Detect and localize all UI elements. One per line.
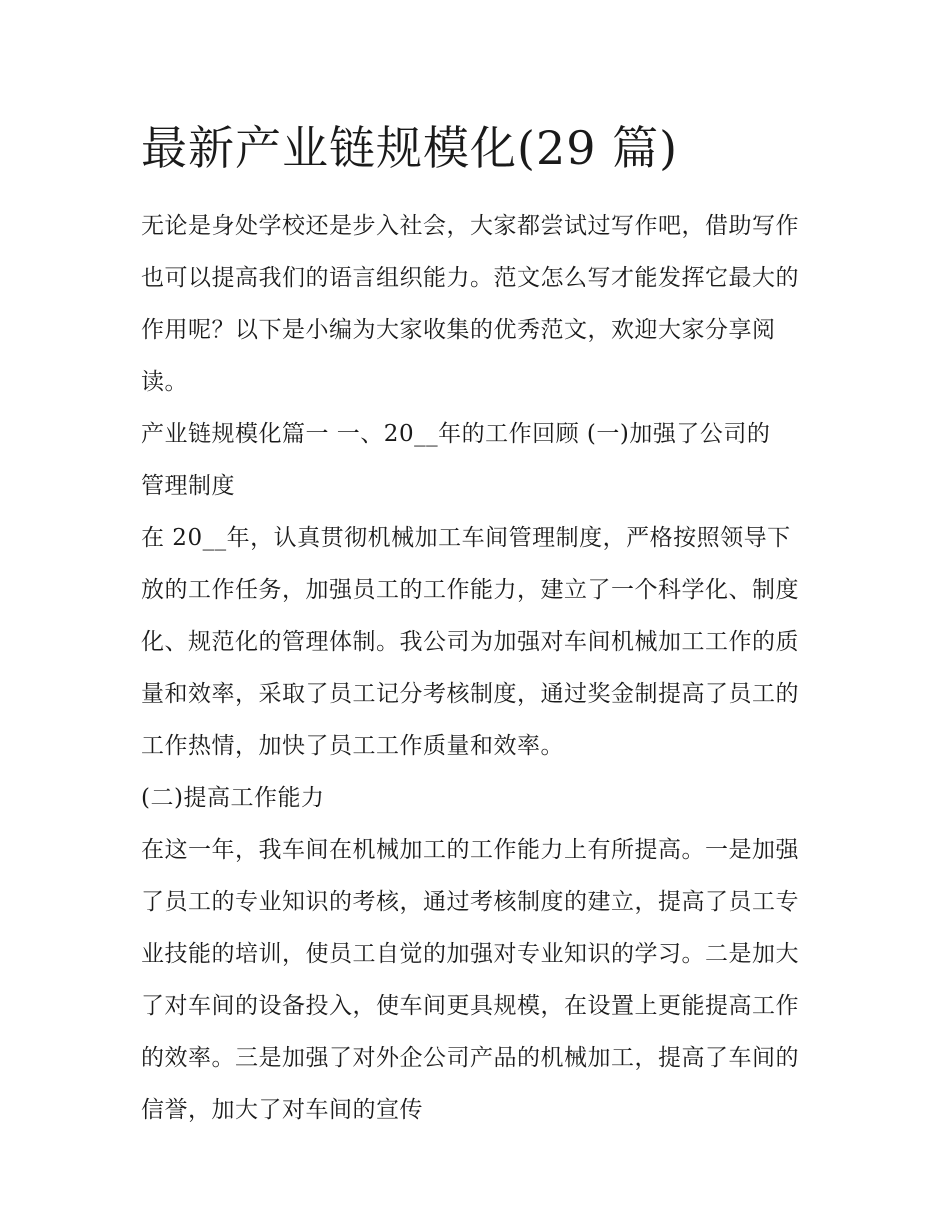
document-body [141, 116, 813, 1136]
intro-paragraph: 无论是身处学校还是步入社会，大家都尝试过写作吧，借助写作也可以提高我们的语言组织能力。范文怎么写才能发挥它最大的作用呢？以下是小编为大家收集的优秀范文，欢迎大家分享阅读。 [141, 213, 799, 395]
section-heading-continuation: 管理制度 [141, 473, 235, 499]
work-ability-paragraph: 在这一年，我车间在机械加工的工作能力上有所提高。一是加强了员工的专业知识的考核，通过考核制度的建立，提高了员工专业技能的培训，使员工自觉的加强对专业知识的学习。二是加大了对车间的设备投入，使车间更具规模，在设置上更能提高工作的效率。三是加强了对外企公司产品的机械加工，提高了车间的信誉，加大了对车间的宣传 [141, 837, 799, 1123]
subsection-heading: (二)提高工作能力 [141, 785, 325, 811]
management-paragraph: 在 20__年，认真贯彻机械加工车间管理制度，严格按照领导下放的工作任务，加强员工的工作能力，建立了一个科学化、制度化、规范化的管理体制。我公司为加强对车间机械加工工作的质量和效率，采取了员工记分考核制度，通过奖金制提高了员工的工作热情，加快了员工工作质量和效率。 [141, 525, 799, 759]
section-heading-line: 产业链规模化篇一 一、20__年的工作回顾 (一)加强了公司的 [141, 421, 771, 447]
document-title: 最新产业链规模化(29 篇) [141, 121, 679, 175]
